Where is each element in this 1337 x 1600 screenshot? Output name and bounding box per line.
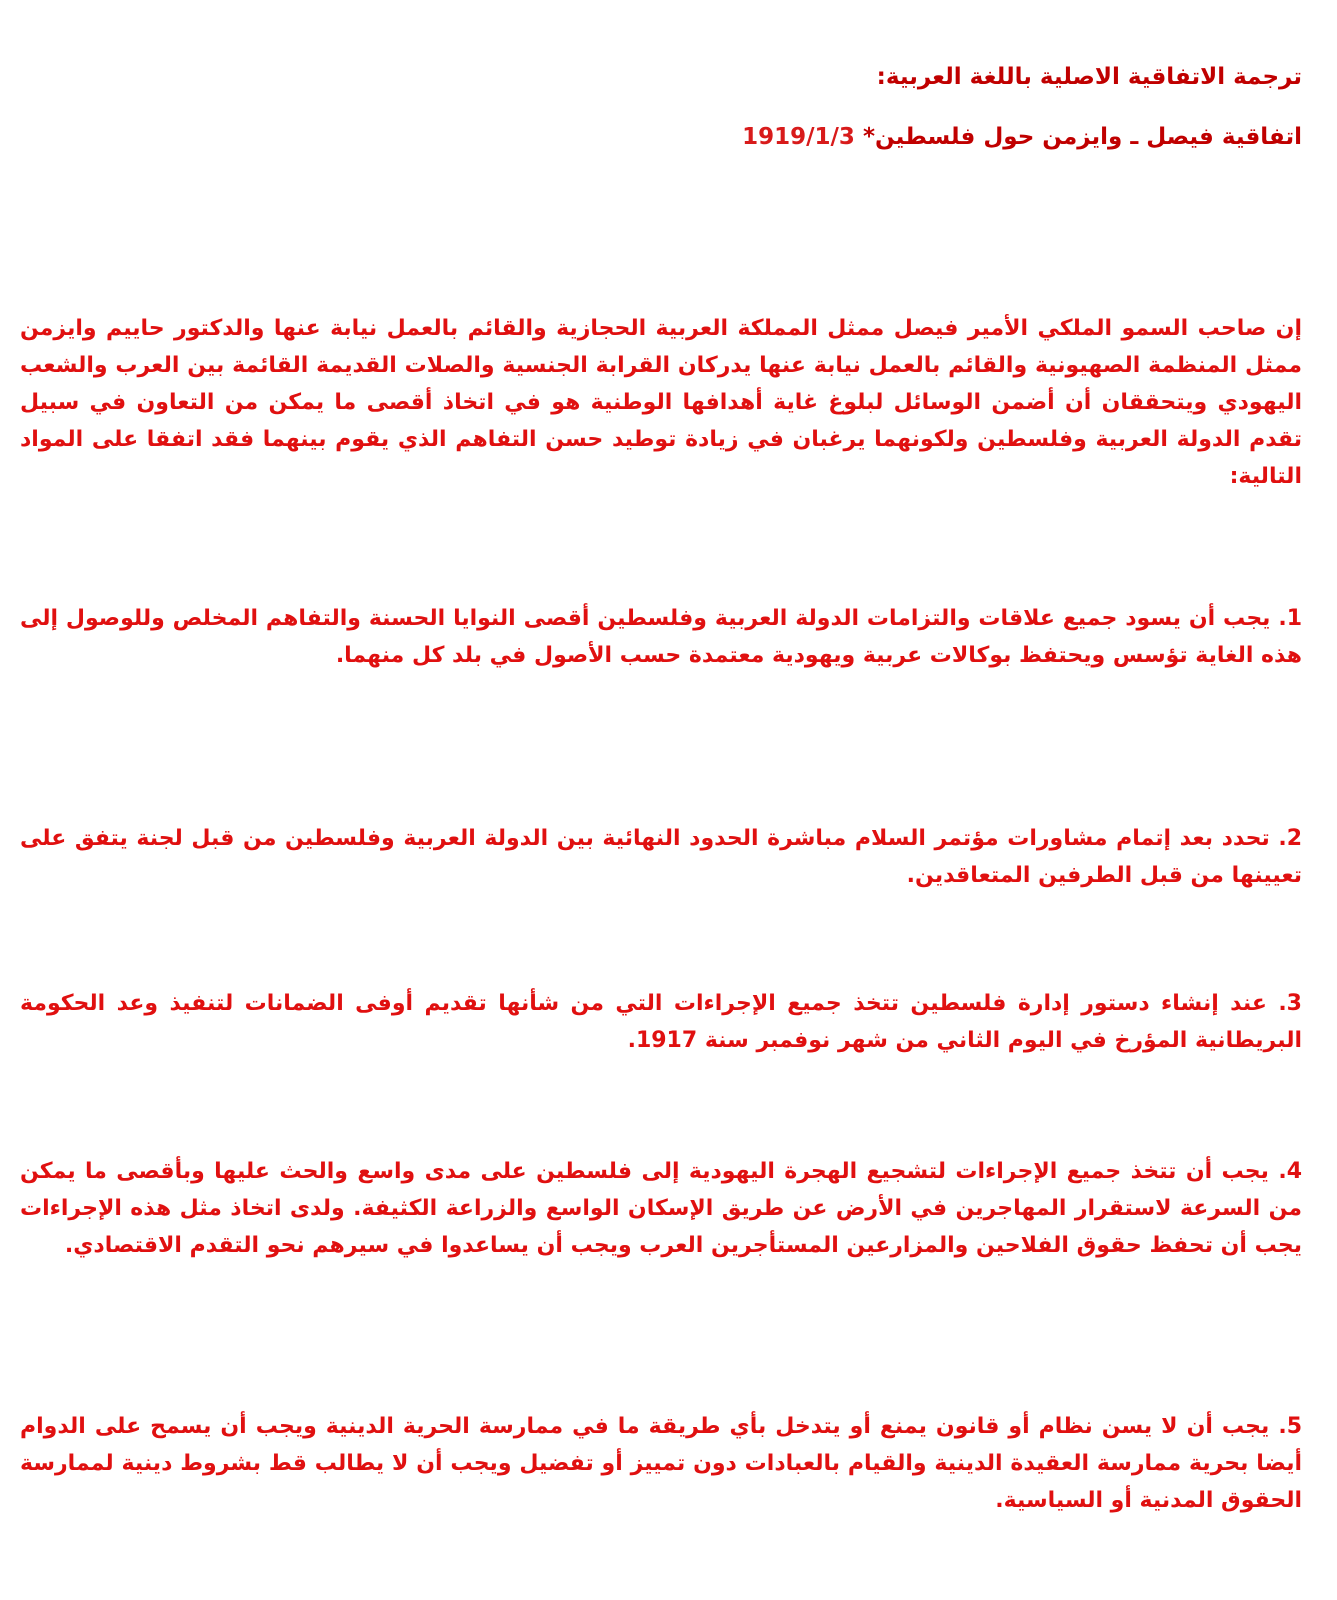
article-text: تحدد بعد إتمام مشاورات مؤتمر السلام مباشرة الحدود النهائية بين الدولة العربية وفلسطين من قبل لجنة يتفق على تعيينها من قبل الطرفين المتعاقدين. <box>20 826 1302 888</box>
article-3 <box>20 985 1302 1059</box>
document-page <box>20 0 1302 1600</box>
article-number: 5. <box>1278 1414 1302 1439</box>
translation-title: ترجمة الاتفاقية الاصلية باللغة العربية: <box>876 64 1302 90</box>
agreement-date: 1919/1/3 <box>742 124 855 150</box>
article-number: 4. <box>1278 1159 1302 1184</box>
preamble-paragraph: إن صاحب السمو الملكي الأمير فيصل ممثل المملكة العربية الحجازية والقائم بالعمل نيابة عنها والدكتور حاييم وايزمن ممثل المنظمة الصهيونية والقائم بالعمل نيابة عنها يدركان القرابة الجنسية والصلات القديمة القائمة بين العرب والشعب اليهودي ويتحققان أن أضمن الوسائل لبلوغ غاية أهدافها الوطنية هو في اتخاذ أقصى ما يمكن من التعاون في سبيل تقدم الدولة العربية وفلسطين ولكونهما يرغبان في زيادة توطيد حسن التفاهم الذي يقوم بينهما فقد اتفقا على المواد التالية: <box>20 316 1302 489</box>
agreement-title-line <box>20 122 1302 152</box>
article-text: يجب أن تتخذ جميع الإجراءات لتشجيع الهجرة اليهودية إلى فلسطين على مدى واسع والحث عليها وبأقصى ما يمكن من السرعة لاستقرار المهاجرين في الأرض عن طريق الإسكان الواسع والزراعة الكثيفة. ولدى اتخاذ مثل هذه الإجراءات يجب أن تحفظ حقوق الفلاحين والمزارعين المستأجرين العرب ويجب أن يساعدوا في سيرهم نحو التقدم الاقتصادي. <box>20 1159 1302 1258</box>
article-1 <box>20 600 1302 674</box>
article-text: يجب أن يسود جميع علاقات والتزامات الدولة العربية وفلسطين أقصى النوايا الحسنة والتفاهم المخلص وللوصول إلى هذه الغاية تؤسس ويحتفظ بوكالات عربية ويهودية معتمدة حسب الأصول في بلد كل منهما. <box>20 606 1302 668</box>
article-4 <box>20 1153 1302 1264</box>
article-2 <box>20 820 1302 894</box>
article-text: يجب أن لا يسن نظام أو قانون يمنع أو يتدخل بأي طريقة ما في ممارسة الحرية الدينية ويجب أن يسمح على الدوام أيضا بحرية ممارسة العقيدة الدينية والقيام بالعبادات دون تمييز أو تفضيل ويجب أن لا يطالب قط بشروط دينية لممارسة الحقوق المدنية أو السياسية. <box>20 1414 1302 1513</box>
article-number: 2. <box>1278 826 1302 851</box>
article-5 <box>20 1408 1302 1519</box>
agreement-title: اتفاقية فيصل ـ وايزمن حول فلسطين* <box>862 124 1302 150</box>
article-number: 1. <box>1278 606 1302 631</box>
article-text: عند إنشاء دستور إدارة فلسطين تتخذ جميع الإجراءات التي من شأنها تقديم أوفى الضمانات لتنفيذ وعد الحكومة البريطانية المؤرخ في اليوم الثاني من شهر نوفمبر سنة 1917. <box>20 991 1302 1053</box>
article-number: 3. <box>1278 991 1302 1016</box>
